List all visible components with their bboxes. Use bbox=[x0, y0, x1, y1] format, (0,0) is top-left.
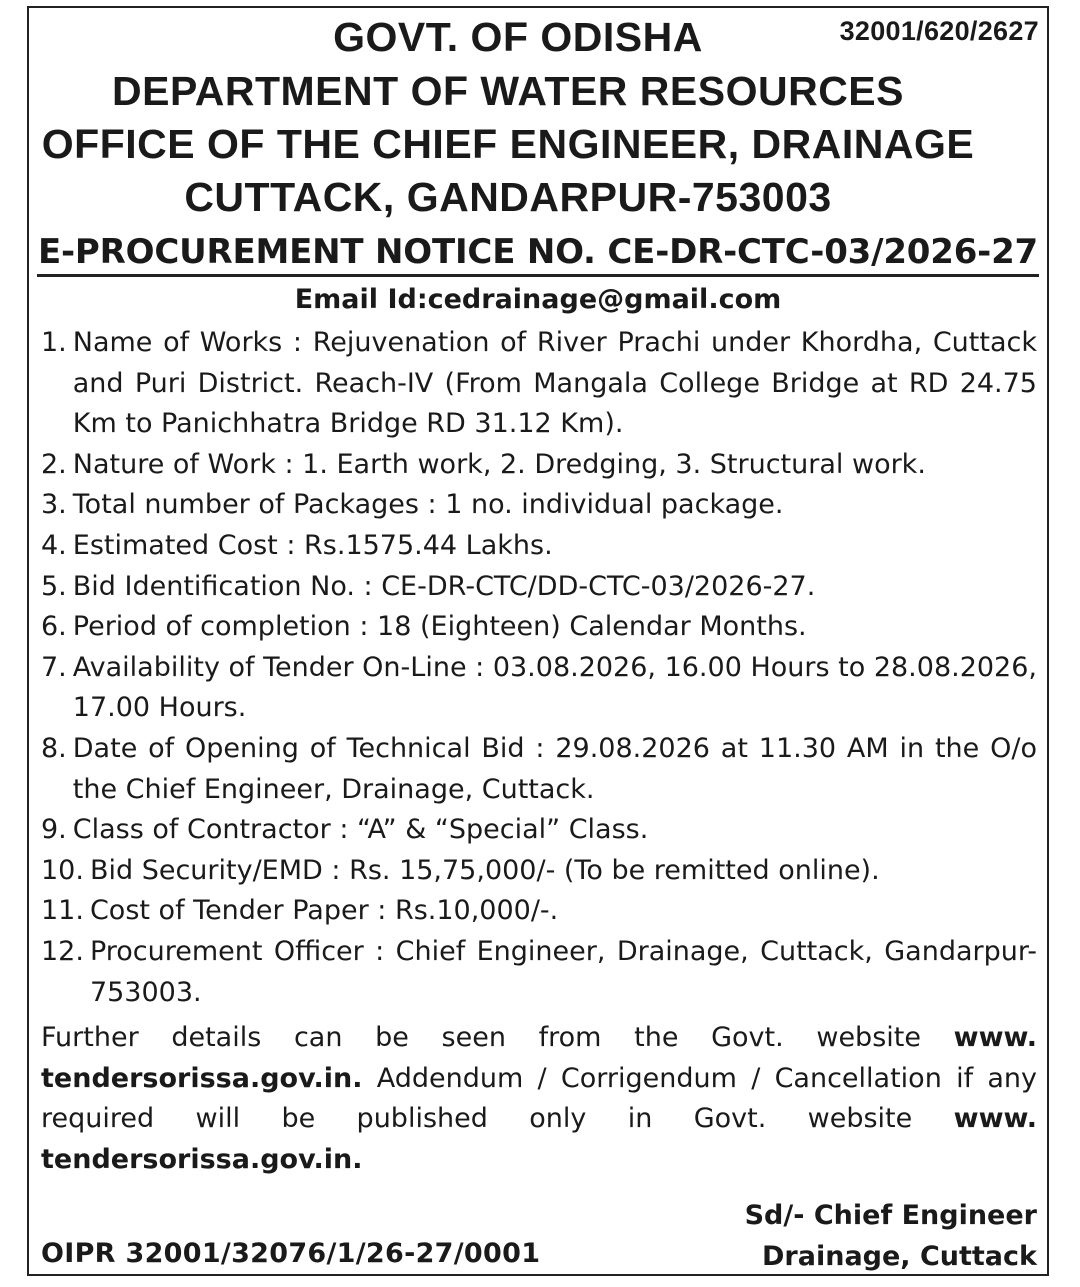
item-number: 12. bbox=[41, 935, 84, 967]
signature-block bbox=[745, 1195, 1037, 1277]
item-text: Total number of Packages : 1 no. individual package. bbox=[72, 489, 784, 521]
list-item bbox=[41, 851, 1037, 892]
item-number: 7. bbox=[41, 651, 67, 683]
list-item bbox=[41, 607, 1037, 648]
signature-office: Drainage, Cuttack bbox=[762, 1241, 1037, 1272]
item-number: 1. bbox=[41, 327, 67, 358]
title-underline bbox=[37, 274, 1039, 277]
header-department: DEPARTMENT OF WATER RESOURCES bbox=[112, 68, 904, 114]
list-item bbox=[41, 891, 1037, 932]
signature-title: Sd/- Chief Engineer bbox=[744, 1200, 1037, 1231]
website-link[interactable]: www. tendersorissa.gov.in. bbox=[41, 1022, 1037, 1094]
addendum-text: Addendum / Corrigendum / Cancellation if any required will be published only in Govt. website bbox=[41, 1062, 1037, 1135]
notice-items bbox=[41, 323, 1037, 1013]
item-text: Period of completion : 18 (Eighteen) Calendar Months. bbox=[72, 611, 807, 643]
item-text: Cost of Tender Paper : Rs.10,000/-. bbox=[89, 895, 559, 927]
header-office: OFFICE OF THE CHIEF ENGINEER, DRAINAGE bbox=[41, 121, 975, 167]
oipr-number: OIPR 32001/32076/1/26-27/0001 bbox=[41, 1238, 541, 1269]
item-number: 3. bbox=[41, 489, 67, 521]
item-text: Bid Security/EMD : Rs. 15,75,000/- (To be remitted online). bbox=[89, 854, 880, 886]
further-details bbox=[41, 1018, 1037, 1180]
list-item bbox=[41, 526, 1037, 567]
reference-number: 32001/620/2627 bbox=[839, 16, 1039, 46]
item-text: Name of Works : Rejuvenation of River Prachi under Khordha, Cuttack and Puri District. Reach-IV (From Mangala College Bridge at RD 24.75 Km to Panichhatra Bridge RD 31.12 Km). bbox=[72, 327, 1037, 440]
list-item bbox=[41, 810, 1037, 851]
item-number: 10. bbox=[41, 854, 84, 886]
website-link[interactable]: www. tendersorissa.gov.in. bbox=[41, 1103, 1037, 1175]
list-item bbox=[41, 648, 1037, 729]
list-item bbox=[41, 567, 1037, 608]
item-text: Date of Opening of Technical Bid : 29.08.2026 at 11.30 AM in the O/o the Chief Engineer, Drainage, Cuttack. bbox=[72, 732, 1037, 805]
email-id: Email Id:cedrainage@gmail.com bbox=[294, 284, 782, 315]
tender-notice bbox=[27, 6, 1049, 1276]
item-number: 11. bbox=[41, 895, 84, 927]
header-govt: GOVT. OF ODISHA bbox=[333, 14, 703, 60]
item-number: 9. bbox=[41, 814, 67, 846]
list-item bbox=[41, 323, 1037, 445]
item-text: Availability of Tender On-Line : 03.08.2026, 16.00 Hours to 28.08.2026, 17.00 Hours. bbox=[72, 651, 1038, 724]
item-number: 5. bbox=[41, 570, 67, 602]
item-text: Class of Contractor : “A” & “Special” Class. bbox=[72, 814, 649, 846]
list-item bbox=[41, 729, 1037, 810]
item-number: 8. bbox=[41, 732, 67, 764]
list-item bbox=[41, 445, 1037, 486]
item-number: 4. bbox=[41, 529, 67, 561]
header-address: CUTTACK, GANDARPUR-753003 bbox=[184, 174, 832, 220]
list-item bbox=[41, 485, 1037, 526]
item-text: Bid Identification No. : CE-DR-CTC/DD-CTC-03/2026-27. bbox=[72, 570, 816, 602]
further-text: Further details can be seen from the Govt. website bbox=[41, 1022, 954, 1053]
item-text: Nature of Work : 1. Earth work, 2. Dredging, 3. Structural work. bbox=[72, 448, 926, 480]
item-text: Procurement Officer : Chief Engineer, Drainage, Cuttack, Gandarpur-753003. bbox=[89, 935, 1037, 1008]
item-number: 2. bbox=[41, 448, 67, 480]
notice-number: E-PROCUREMENT NOTICE NO. CE-DR-CTC-03/2026-27 bbox=[37, 232, 1038, 272]
item-number: 6. bbox=[41, 611, 67, 643]
item-text: Estimated Cost : Rs.1575.44 Lakhs. bbox=[72, 529, 553, 561]
list-item bbox=[41, 932, 1037, 1013]
